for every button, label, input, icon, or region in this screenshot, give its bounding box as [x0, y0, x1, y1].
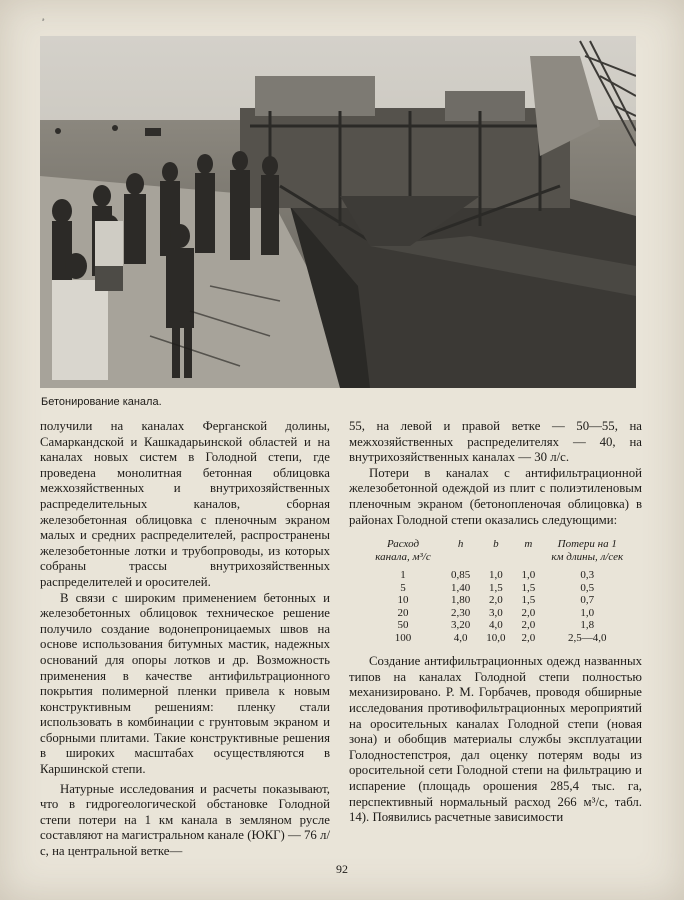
table-cell: 0,7: [580, 594, 595, 607]
table-row: [363, 594, 631, 607]
table-cell: 1,5: [521, 581, 536, 594]
table-cell: 1,5: [521, 594, 536, 607]
page-number: 92: [336, 862, 348, 876]
table-cell: 2,30: [451, 606, 471, 619]
table-cell: 2,0: [521, 619, 536, 632]
table-cell: 10: [397, 594, 409, 607]
paragraph: получили на каналах Ферганской долины, Самаркандской и Кашкадарьинской областей и на каналах новых систем в Голодной степи, где проведена монолитная бетонная облицовка межхозяйственных и внутрихозяйственных распределительных каналов, сборная железобетонная облицовка с пленочным экраном малых и средних распределителей, распространены железобетонные лотки и трубопроводы, из которых собраны трассы внутрихозяйственных распределителей и оросителей.: [40, 419, 330, 589]
table-header-cell: Потери на 1 км длины, л/сек: [551, 538, 624, 563]
paragraph: Потери в каналах с антифильтрационной железобетонной одеждой из плит с полиэтиленовым пленочным экраном (бетонопленочая облицовка) в районах Голодной степи оказались следующими:: [349, 465, 642, 527]
paragraph: Создание антифильтрационных одежд названных типов на каналах Голодной степи полностью механизировано. Р. М. Горбачев, проводя обширные исследования противофильтрационных мероприятий на оросительных каналах Голодной степи (новая зона) и обобщив материалы службы эксплуатации Голодностепстроя, дал оценку потерям воды из оросительной сети Голодной степи на фильтрацию и испарение (площадь орошения 285,4 тыс. га, перспективный нормальный расход 266 м³/с, табл. 14). Появились расчетные зависимости: [349, 654, 642, 825]
table-row: [363, 632, 631, 645]
paragraph: Натурные исследования и расчеты показывают, что в гидрогеологической обстановке Голодной степи потери на 1 км канала в земляном русле составляют на магистральном канале (ЮКГ) — 76 л/с, на центральной ветке—: [40, 781, 330, 859]
table-cell: 1,0: [521, 569, 536, 582]
table-cell: 2,0: [489, 594, 503, 607]
table-cell: 2,0: [521, 631, 536, 644]
table-cell: 3,0: [489, 606, 503, 619]
canal-loss-table: [363, 538, 631, 644]
paragraph: 55, на левой и правой ветке — 50—55, на межхозяйственных распределителях — 40, на внутрихозяйственных каналах — 30 л/с.: [349, 419, 642, 465]
table-cell: 0,85: [451, 569, 471, 582]
table-cell: 1,0: [489, 569, 503, 582]
right-text-column: [349, 419, 642, 826]
table-header-cell: m: [524, 538, 533, 551]
table-cell: 1,0: [580, 606, 595, 619]
table-cell: 1,40: [451, 581, 471, 594]
table-cell: 5: [400, 581, 406, 594]
photo-caption: Бетонирование канала.: [41, 396, 162, 408]
table-cell: 2,5—4,0: [568, 631, 607, 644]
table-header-cell: h: [457, 538, 464, 551]
table-cell: 1: [400, 569, 406, 582]
canal-concreting-photo: [40, 36, 636, 388]
table-cell: 50: [397, 619, 409, 632]
table-cell: 4,0: [453, 631, 468, 644]
table-row: [363, 569, 631, 582]
photo-illustration: [40, 36, 636, 388]
table-cell: 20: [397, 606, 409, 619]
table-row: [363, 607, 631, 620]
table-row: [363, 619, 631, 632]
table-cell: 1,5: [489, 581, 503, 594]
table-header-row: [363, 538, 631, 569]
paragraph: В связи с широким применением бетонных и железобетонных облицовок техническое решение получило создание водонепроницаемых швов на основе использования битумных мастик, надежных оснований для опоры лотков и др. Возможность применения в качестве антифильтрационного покрытия полимерной пленки привела к новым конструктивным решениям: пленку стали использовать в комбинации с грунтовым экраном и сборными плитами. Такие конструктивные решения в широких масштабах осуществляются в Каршинской степи.: [40, 590, 330, 777]
left-text-column: [40, 419, 330, 860]
table-cell: 0,5: [580, 581, 595, 594]
table-row: [363, 582, 631, 595]
table-header-cell: Расход канала, м³/с: [375, 538, 431, 563]
table-cell: 3,20: [451, 619, 471, 632]
table-cell: 10,0: [486, 631, 506, 644]
table-cell: 1,8: [580, 619, 595, 632]
table-cell: 100: [394, 631, 412, 644]
table-header-cell: b: [493, 538, 499, 551]
table-cell: 1,80: [451, 594, 471, 607]
table-cell: 0,3: [580, 569, 595, 582]
table-cell: 4,0: [489, 619, 503, 632]
corner-mark: ₔ: [42, 12, 45, 22]
table-cell: 2,0: [521, 606, 536, 619]
